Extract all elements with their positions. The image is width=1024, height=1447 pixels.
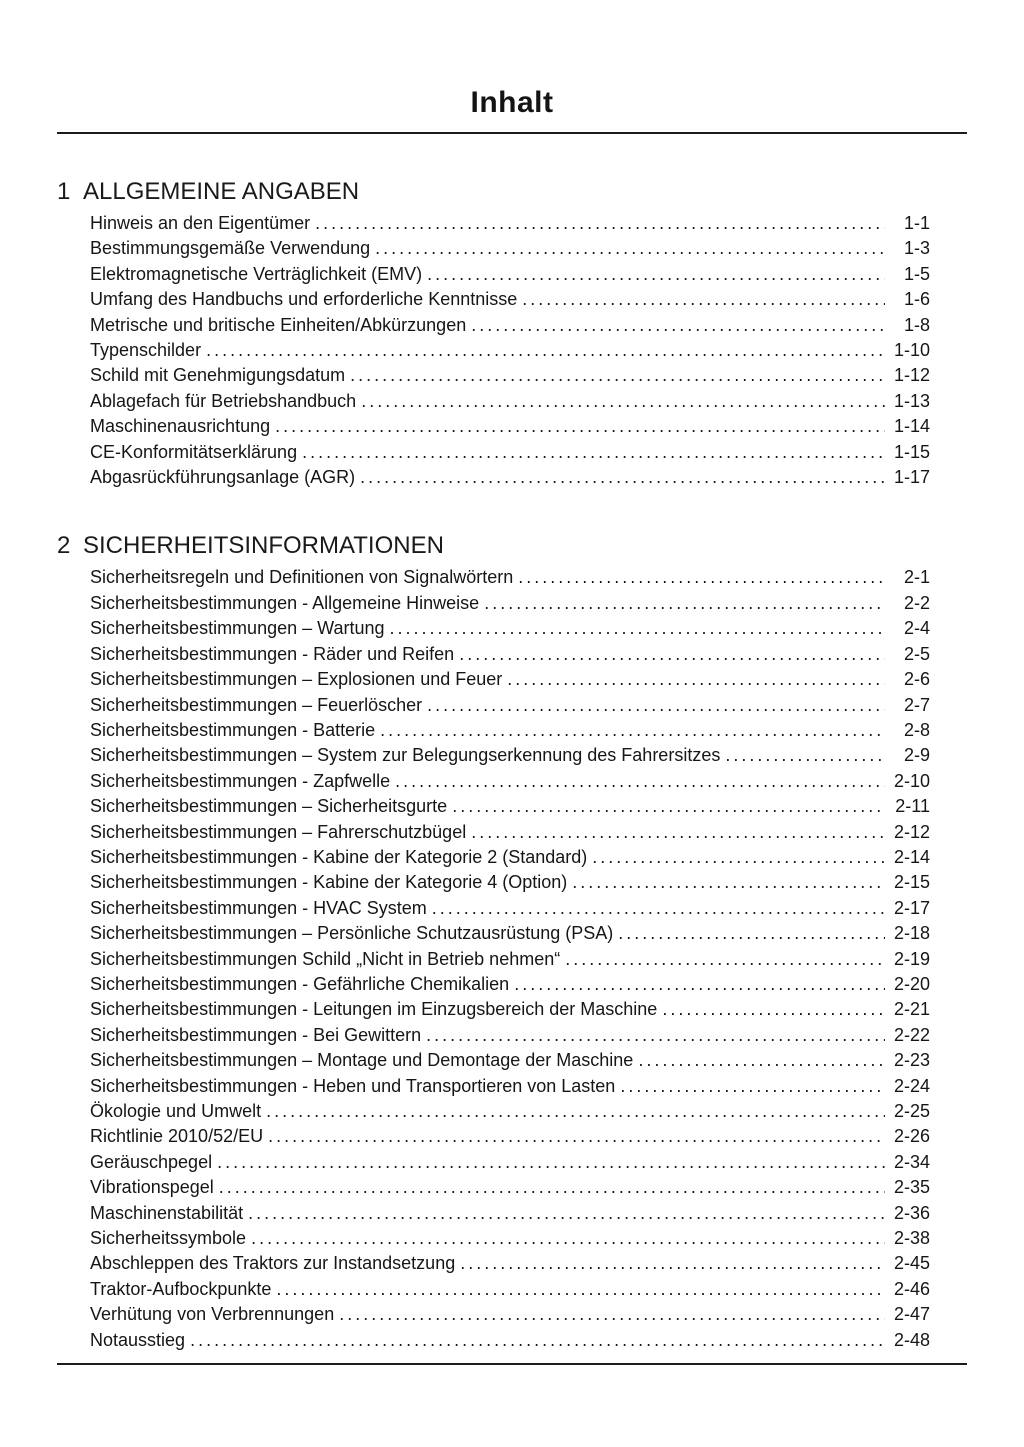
toc-entry (90, 947, 930, 972)
dot-leader (427, 262, 885, 287)
toc-entry (90, 211, 930, 236)
entry-page-number: 2-17 (893, 897, 930, 918)
entry-page-number: 2-8 (903, 719, 930, 740)
entry-page-number: 2-6 (903, 669, 930, 690)
footer-divider (57, 1363, 967, 1365)
dot-leader (276, 1277, 885, 1302)
entry-title: Elektromagnetische Verträglichkeit (EMV) (90, 263, 423, 284)
dot-leader (618, 921, 885, 946)
toc-section (57, 532, 930, 1353)
entry-title: Sicherheitsbestimmungen - Bei Gewittern (90, 1024, 422, 1045)
entry-title: Ablagefach für Betriebshandbuch (90, 390, 357, 411)
toc-entry (90, 1023, 930, 1048)
entry-title: Notausstieg (90, 1329, 186, 1350)
entry-title: CE-Konformitätserklärung (90, 441, 298, 462)
dot-leader (315, 211, 885, 236)
entry-title: Sicherheitsbestimmungen – Feuerlöscher (90, 694, 423, 715)
entry-page-number: 2-26 (893, 1126, 930, 1147)
dot-leader (190, 1328, 885, 1353)
dot-leader (389, 616, 885, 641)
entry-page-number: 2-20 (893, 973, 930, 994)
dot-leader (206, 338, 885, 363)
dot-leader (484, 591, 885, 616)
entry-page-number: 1-3 (903, 238, 930, 259)
toc-entry (90, 389, 930, 414)
entry-page-number: 2-7 (903, 694, 930, 715)
title-divider (57, 132, 967, 134)
toc-entry (90, 1124, 930, 1149)
dot-leader (375, 236, 885, 261)
entry-page-number: 2-25 (893, 1101, 930, 1121)
dot-leader (459, 642, 885, 667)
entry-page-number: 1-8 (903, 314, 930, 335)
entry-page-number: 2-4 (903, 618, 930, 639)
entry-title: Abschleppen des Traktors zur Instandsetzung (90, 1253, 456, 1274)
toc-entry (90, 1074, 930, 1099)
entry-title: Maschinenausrichtung (90, 416, 271, 437)
dot-leader (522, 287, 885, 312)
entry-title: Sicherheitsregeln und Definitionen von Signalwörtern (90, 567, 514, 588)
entry-page-number: 2-11 (895, 796, 930, 817)
dot-leader (518, 565, 885, 590)
toc-entry (90, 1226, 930, 1251)
entry-page-number: 2-35 (893, 1177, 930, 1198)
entry-title: Sicherheitsbestimmungen - Räder und Reifen (90, 643, 455, 664)
dot-leader (638, 1048, 885, 1073)
entry-title: Sicherheitsbestimmungen Schild „Nicht in Betrieb nehmen“ (90, 948, 561, 969)
entry-title: Sicherheitsbestimmungen – Sicherheitsgurte (90, 796, 448, 817)
dot-leader (432, 896, 885, 921)
toc-entry (90, 465, 930, 490)
entry-page-number: 2-22 (893, 1024, 930, 1045)
entry-title: Bestimmungsgemäße Verwendung (90, 238, 371, 259)
toc-entry (90, 363, 930, 388)
toc-entry (90, 1201, 930, 1226)
entry-title: Sicherheitsbestimmungen - Batterie (90, 719, 376, 740)
entry-page-number: 2-14 (893, 846, 930, 867)
dot-leader (266, 1099, 885, 1124)
section-number: 1 (57, 178, 71, 205)
entry-page-number: 2-21 (893, 999, 930, 1020)
dot-leader (471, 313, 885, 338)
entry-page-number: 2-45 (893, 1253, 930, 1274)
entry-title: Sicherheitsbestimmungen – Persönliche Schutzausrüstung (PSA) (90, 923, 614, 944)
toc-entry (90, 693, 930, 718)
entry-page-number: 2-5 (903, 643, 930, 664)
entry-page-number: 2-9 (903, 745, 930, 766)
toc-entry (90, 1099, 930, 1124)
toc-section (57, 178, 930, 490)
toc-entry (90, 414, 930, 439)
dot-leader (248, 1201, 885, 1226)
dot-leader (275, 414, 885, 439)
toc-entry (90, 921, 930, 946)
entry-title: Sicherheitsbestimmungen - HVAC System (90, 897, 427, 918)
dot-leader (620, 1074, 885, 1099)
entry-title: Sicherheitsbestimmungen – Wartung (90, 618, 385, 639)
entry-page-number: 2-18 (893, 923, 930, 944)
entry-page-number: 2-19 (893, 948, 930, 969)
section-entries (90, 211, 930, 490)
entry-title: Sicherheitsbestimmungen - Heben und Transportieren von Lasten (90, 1075, 616, 1096)
entry-page-number: 2-24 (893, 1075, 930, 1096)
dot-leader (471, 820, 885, 845)
entry-title: Hinweis an den Eigentümer (90, 213, 311, 233)
entry-title: Sicherheitsbestimmungen – Fahrerschutzbügel (90, 821, 467, 842)
dot-leader (460, 1251, 885, 1276)
dot-leader (380, 718, 885, 743)
toc-entry (90, 896, 930, 921)
dot-leader (217, 1150, 885, 1175)
toc-entry (90, 1150, 930, 1175)
toc-entry (90, 1277, 930, 1302)
dot-leader (395, 769, 885, 794)
toc-entry (90, 718, 930, 743)
section-title: SICHERHEITSINFORMATIONEN (83, 532, 444, 560)
dot-leader (662, 997, 885, 1022)
entry-title: Maschinenstabilität (90, 1202, 244, 1223)
entry-title: Typenschilder (90, 340, 202, 361)
entry-title: Traktor-Aufbockpunkte (90, 1278, 272, 1299)
entry-title: Geräuschpegel (90, 1151, 213, 1172)
dot-leader (507, 667, 885, 692)
toc-entry (90, 794, 930, 819)
dot-leader (268, 1124, 885, 1149)
entry-page-number: 1-15 (893, 441, 930, 462)
entry-title: Sicherheitsbestimmungen – System zur Belegungserkennung des Fahrersitzes (90, 745, 721, 766)
entry-title: Ökologie und Umwelt (90, 1101, 262, 1121)
entry-page-number: 2-36 (893, 1202, 930, 1223)
dot-leader (302, 440, 885, 465)
toc-entry (90, 236, 930, 261)
dot-leader (592, 845, 885, 870)
dot-leader (361, 389, 885, 414)
entry-title: Sicherheitsbestimmungen - Leitungen im Einzugsbereich der Maschine (90, 999, 658, 1020)
toc-entry (90, 287, 930, 312)
toc-entry (90, 313, 930, 338)
entry-page-number: 2-48 (893, 1329, 930, 1350)
toc-entry (90, 1175, 930, 1200)
entry-title: Abgasrückführungsanlage (AGR) (90, 467, 356, 488)
toc-entry (90, 440, 930, 465)
entry-title: Sicherheitsbestimmungen - Kabine der Kategorie 4 (Option) (90, 872, 568, 893)
toc-entry (90, 262, 930, 287)
entry-title: Metrische und britische Einheiten/Abkürzungen (90, 314, 467, 335)
dot-leader (350, 363, 885, 388)
toc-entry (90, 870, 930, 895)
toc-entry (90, 997, 930, 1022)
dot-leader (339, 1302, 885, 1327)
entry-title: Sicherheitsbestimmungen - Kabine der Kategorie 2 (Standard) (90, 846, 588, 867)
section-heading (57, 178, 930, 206)
toc-sections (57, 178, 930, 1353)
entry-page-number: 2-1 (903, 567, 930, 588)
page-title: Inhalt (470, 86, 554, 119)
entry-page-number: 1-14 (893, 416, 930, 437)
toc-entry (90, 642, 930, 667)
toc-entry (90, 1251, 930, 1276)
toc-entry (90, 1048, 930, 1073)
entry-title: Sicherheitsbestimmungen - Gefährliche Chemikalien (90, 973, 510, 994)
entry-page-number: 2-46 (893, 1278, 930, 1299)
dot-leader (427, 693, 885, 718)
entry-title: Vibrationspegel (90, 1177, 214, 1198)
entry-page-number: 2-12 (893, 821, 930, 842)
toc-entry (90, 972, 930, 997)
entry-page-number: 1-6 (903, 289, 930, 310)
dot-leader (251, 1226, 885, 1251)
toc-entry (90, 769, 930, 794)
entry-page-number: 1-5 (903, 263, 930, 284)
section-heading (57, 532, 930, 560)
entry-page-number: 1-13 (893, 390, 930, 411)
toc-entry (90, 591, 930, 616)
entry-title: Sicherheitsbestimmungen - Allgemeine Hinweise (90, 592, 480, 613)
entry-page-number: 1-10 (893, 340, 930, 361)
toc-entry (90, 565, 930, 590)
entry-title: Umfang des Handbuchs und erforderliche Kenntnisse (90, 289, 518, 310)
toc-entry (90, 667, 930, 692)
dot-leader (514, 972, 885, 997)
entry-page-number: 2-23 (893, 1050, 930, 1071)
entry-page-number: 2-15 (893, 872, 930, 893)
entry-page-number: 1-17 (893, 467, 930, 488)
toc-entry (90, 1302, 930, 1327)
entry-page-number: 2-10 (893, 770, 930, 791)
toc-entry (90, 743, 930, 768)
toc-entry (90, 820, 930, 845)
entry-page-number: 2-34 (893, 1151, 930, 1172)
dot-leader (725, 743, 885, 768)
toc-entry (90, 845, 930, 870)
entry-page-number: 2-47 (893, 1304, 930, 1325)
entry-title: Sicherheitssymbole (90, 1228, 247, 1249)
entry-page-number: 2-38 (893, 1228, 930, 1249)
dot-leader (452, 794, 885, 819)
dot-leader (360, 465, 885, 490)
toc-entry (90, 616, 930, 641)
dot-leader (426, 1023, 885, 1048)
entry-title: Sicherheitsbestimmungen – Explosionen und Feuer (90, 669, 503, 690)
dot-leader (219, 1175, 885, 1200)
entry-page-number: 1-12 (893, 365, 930, 386)
section-entries (90, 565, 930, 1353)
entry-title: Verhütung von Verbrennungen (90, 1304, 335, 1325)
section-title: ALLGEMEINE ANGABEN (83, 178, 360, 205)
toc-entry (90, 1328, 930, 1353)
dot-leader (565, 947, 885, 972)
entry-title: Richtlinie 2010/52/EU (90, 1126, 264, 1147)
dot-leader (572, 870, 885, 895)
toc-entry (90, 338, 930, 363)
entry-page-number: 2-2 (903, 592, 930, 613)
entry-title: Sicherheitsbestimmungen - Zapfwelle (90, 770, 391, 791)
entry-title: Schild mit Genehmigungsdatum (90, 365, 346, 386)
entry-title: Sicherheitsbestimmungen – Montage und Demontage der Maschine (90, 1050, 634, 1071)
section-number: 2 (57, 532, 71, 560)
entry-page-number: 1-1 (903, 213, 930, 233)
